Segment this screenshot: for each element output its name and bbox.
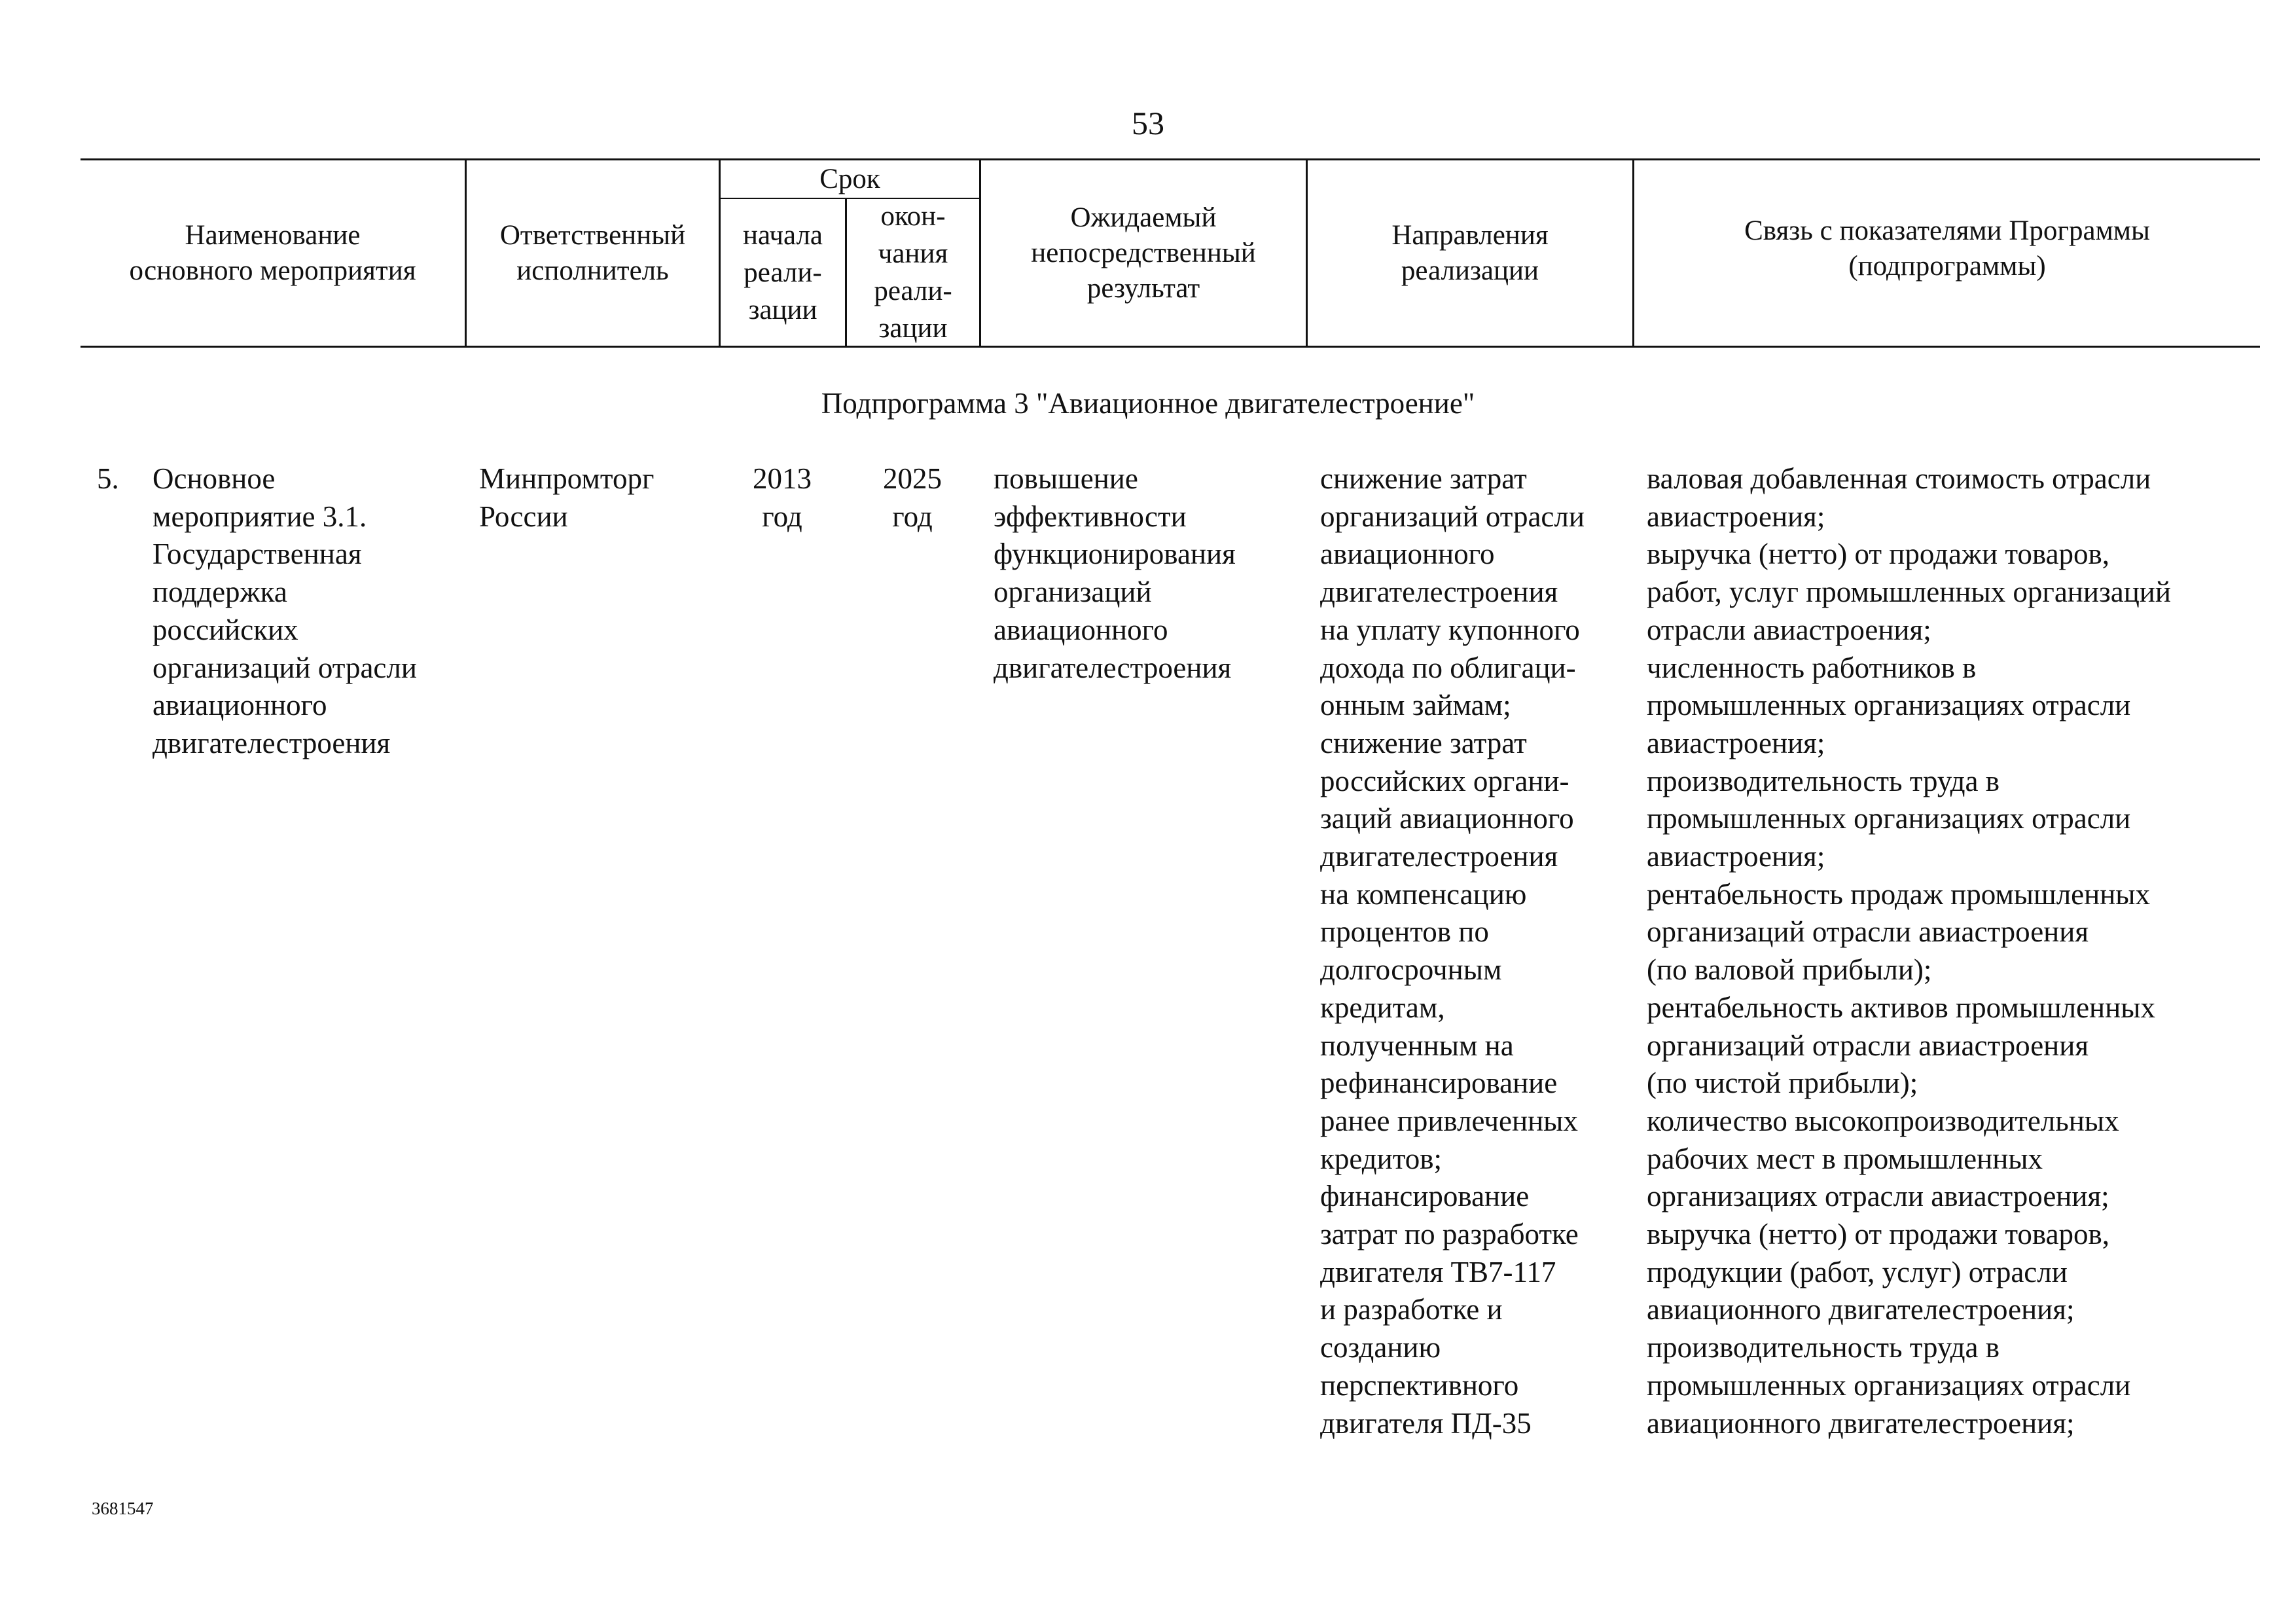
subprogram-title: Подпрограмма 3 "Авиационное двигателестроение" xyxy=(821,387,1475,420)
header-name: Наименование основного мероприятия xyxy=(129,219,416,286)
row-directions: снижение затрат организаций отрасли авиационного двигателестроения на уплату купонного дохода по облигаци- онным займам; снижение затрат российских органи- заций авиационного двигателестроения на компенсацию процентов по долгосрочным кредитам, полученным на рефинансирование ранее привлеченных кредитов; финансирование затрат по разработке двигателя ТВ7-117 и разработке и созданию перспективного двигателя ПД-35 xyxy=(1320,462,1585,1440)
header-bottom-rule xyxy=(81,346,2260,348)
header-indicators: Связь с показателями Программы (подпрограммы) xyxy=(1744,215,2150,282)
header-term-start: начала реали- зации xyxy=(742,219,823,325)
header-directions: Направления реализации xyxy=(1391,219,1549,286)
header-term-end: окон- чания реали- зации xyxy=(874,201,952,344)
document-code: 3681547 xyxy=(92,1499,154,1518)
header-executor: Ответственный исполнитель xyxy=(499,219,686,286)
row-executor: Минпромторг России xyxy=(479,462,655,533)
header-result: Ожидаемый непосредственный результат xyxy=(1031,202,1256,304)
header-term: Срок xyxy=(819,163,880,194)
row-number: 5. xyxy=(97,462,119,495)
row-indicators: валовая добавленная стоимость отрасли авиастроения; выручка (нетто) от продажи товаров, работ, услуг промышленных организаций отрасли авиастроения; численность работников в промышленных организациях отрасли авиастроения; производительность труда в промышленных организациях отрасли авиастроения; рентабельность продаж промышленных организаций отрасли авиастроения (по валовой прибыли); рентабельность активов промышленных организаций отрасли авиастроения (по чистой прибыли); количество высокопроизводительных рабочих мест в промышленных организациях отрасли авиастроения; выручка (нетто) от продажи товаров, продукции (работ, услуг) отрасли авиационного двигателестроения; производительность труда в промышленных организациях отрасли авиационного двигателестроения; xyxy=(1647,462,2171,1440)
row-start-year: 2013 год xyxy=(753,462,812,533)
row-result: повышение эффективности функционирования организаций авиационного двигателестроения xyxy=(994,462,1236,684)
row-end-year: 2025 год xyxy=(883,462,942,533)
row-name: Основное мероприятие 3.1. Государственная поддержка российских организаций отрасли авиационного двигателестроения xyxy=(152,462,417,759)
page-number: 53 xyxy=(1132,105,1164,141)
